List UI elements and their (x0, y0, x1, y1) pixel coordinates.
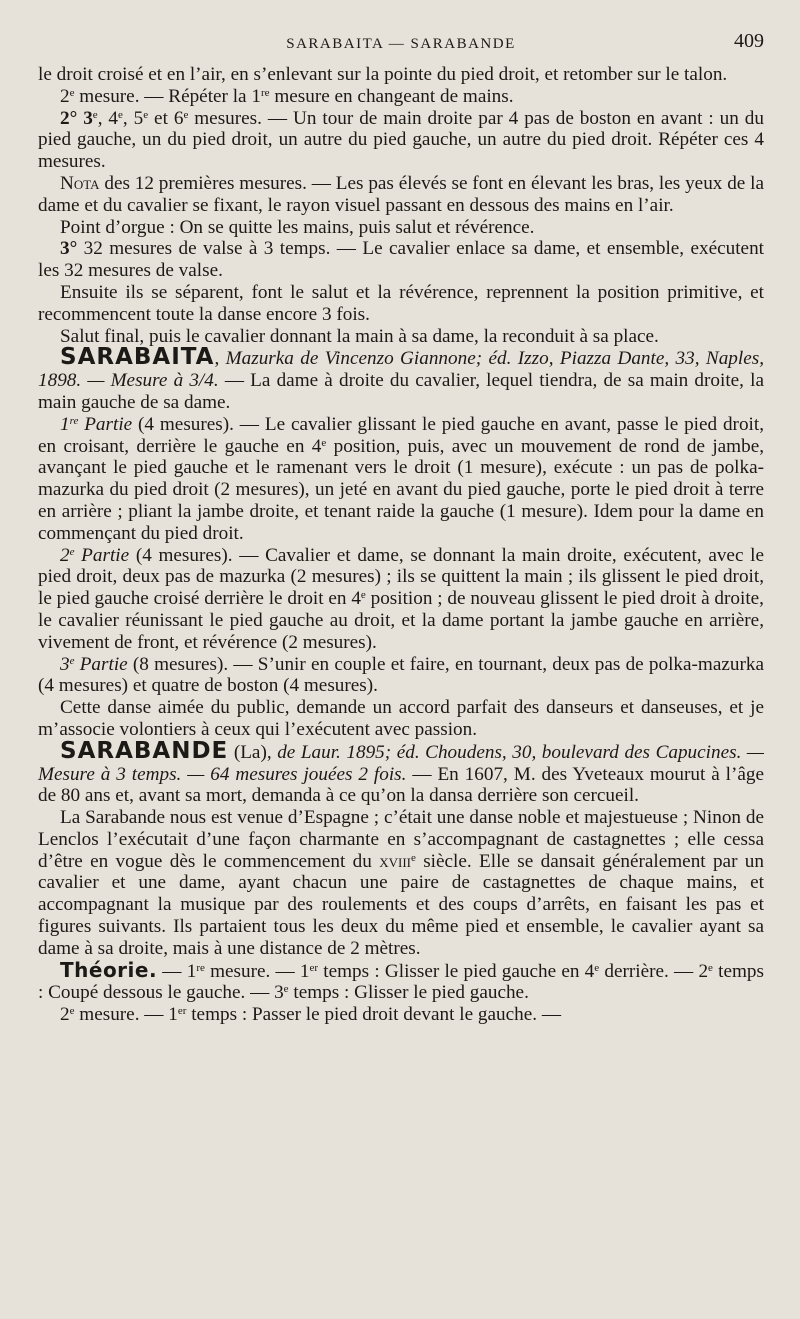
paragraph (38, 282, 764, 326)
paragraph (38, 654, 764, 698)
superscript: e (360, 589, 366, 602)
superscript: e (69, 86, 75, 99)
text-run: mesure. — 1 (204, 960, 310, 982)
paragraph (38, 108, 764, 173)
text-run: temps : Passer le pied droit devant le gauche. — (186, 1004, 562, 1026)
text-run: temps : Coupé dessous le gauche. — 3 (38, 960, 764, 1004)
text-run: Partie (74, 544, 130, 566)
superscript: e (183, 108, 189, 121)
superscript: e (69, 545, 75, 558)
text-run: mesure. — Répéter la 1 (74, 85, 261, 107)
text-run: de Laur. 1895; éd. Choudens, 30, boulevard des Capucines. — Mesure à 3 temps. — 64 mesures jouées 2 fois. (38, 741, 764, 785)
text-run: siècle. Elle se dansait généralement par un cavalier et une dame, ayant chacun une paire de castagnettes de chaque mains, et accompagnant la musique par des roulements et des coups d’arrêts, en faisant les pas et figures suivants. Ils partaient tous les deux du même pied et ensemble, le cavalier ayant sa dame à sa droite, mais à une distance de 2 mètres. (38, 850, 764, 959)
superscript: e (283, 983, 289, 996)
paragraph (38, 238, 764, 282)
paragraph (38, 957, 764, 1005)
text-run: xviii (379, 850, 411, 872)
paragraph (38, 86, 764, 108)
text-run: — La dame à droite du cavalier, lequel tiendra, de sa main droite, la main gauche de sa dame. (38, 370, 764, 413)
text-run: mesure. — 1 (74, 1004, 178, 1026)
text-run: Salut final, puis le cavalier donnant la main à sa dame, la reconduit à sa place. (60, 325, 659, 347)
superscript: e (69, 654, 75, 667)
text-run: — 1 (157, 960, 197, 982)
superscript: e (69, 1005, 75, 1018)
text-run: Point d’orgue : On se quitte les mains, puis salut et révérence. (60, 216, 535, 238)
text-run: , 5 (122, 107, 144, 129)
text-run: 2 (60, 544, 70, 566)
paragraph (38, 217, 764, 239)
text-run: le droit croisé et en l’air, en s’enlevant sur la pointe du pied droit, et retomber sur le talon. (38, 64, 728, 85)
text-run: La Sarabande nous est venue d’Espagne ; c’était une danse noble et majestueuse ; Ninon de Lenclos l’exécutait d’une façon charmante en s’accompagnant de castagnettes ; elle cessa d’être en vogue dès le commencement du (38, 807, 764, 872)
paragraph (38, 545, 764, 654)
text-run: position ; de nouveau glissent le pied droit à droite, le cavalier réunissant le pied gauche au droit, et la dame portant la jambe gauche en arrière, vivement de front, et révérence (2 mesures). (38, 588, 764, 653)
superscript: re (69, 414, 79, 427)
paragraph (38, 173, 764, 217)
text-run: position, puis, avec un mouvement de rond de jambe, avançant le pied gauche et le ramenant vers le droit (1 mesure), exécute : un pas de polka-mazurka du pied droit (2 mesures), un jeté en avant du pied gauche, porte le pied droit à terre en arrière ; pliant la jambe droite, et tenant raide la gauche (1 mesure). Idem pour la dame en commençant du pied droit. (38, 435, 765, 544)
text-run: 32 mesures de valse à 3 temps. — Le cavalier enlace sa dame, et ensemble, exécutent les 32 mesures de valse. (38, 238, 764, 282)
text-run: mesure en changeant de mains. (269, 85, 514, 107)
text-run: mesures. — Un tour de main droite par 4 pas de boston en avant : un du pied gauche, un du pied droit, un autre du pied gauche, un autre du pied droit. Répéter ces 4 mesures. (38, 107, 764, 173)
paragraph (38, 697, 764, 741)
text-run: 3° (60, 238, 78, 260)
entry-heading: SARABAITA (60, 344, 215, 371)
text-run: 2 (60, 1004, 70, 1026)
entry-heading: Théorie. (60, 957, 158, 982)
paragraph (38, 737, 764, 807)
page-header (38, 30, 764, 64)
text-run: Cette danse aimée du public, demande un accord parfait des danseurs et danseuses, et je m’associe volontiers à ceux qui l’exécutent avec passion. (38, 697, 764, 740)
superscript: e (92, 108, 98, 121)
text-run: Mazurka de Vincenzo Giannone; éd. Izzo, Piazza Dante, 33, Naples, 1898. — Mesure à 3/4. (38, 348, 765, 392)
superscript: er (177, 1005, 187, 1018)
text-run: 2 (60, 85, 70, 107)
text-run: 2° 3 (60, 107, 93, 129)
paragraph (38, 344, 765, 413)
paragraph (38, 414, 764, 545)
superscript: e (118, 108, 123, 121)
text-run: 3 (60, 653, 70, 675)
text-run: Partie (78, 413, 133, 435)
text-run: derrière. — 2 (599, 960, 709, 982)
text-run: 1 (60, 413, 70, 435)
superscript: er (309, 961, 319, 974)
running-title: SARABAITA — SARABANDE (286, 36, 516, 52)
superscript: e (708, 961, 713, 974)
paragraph (38, 807, 764, 960)
text-run: , 4 (97, 107, 119, 129)
superscript: re (260, 86, 270, 99)
text-run: (4 mesures). — Cavalier et dame, se donnant la main droite, exécutent, avec le pied droit, deux pas de mazurka (2 mesures) ; ils se quittent la main ; ils glissent le pied droit, le pied gauche croisé derrière le droit en 4 (38, 544, 765, 610)
paragraph (38, 64, 764, 86)
text-run: (La), (228, 741, 278, 763)
text-run: des 12 premières mesures. — Les pas élevés se font en élevant les bras, les yeux de la dame et du cavalier se fixant, le rayon visuel passant en dessous des mains en l’air. (38, 172, 764, 216)
entry-heading: SARABANDE (60, 737, 229, 764)
text-run: , (214, 348, 226, 370)
paragraph (38, 1004, 764, 1026)
text-run: (8 mesures). — S’unir en couple et faire, en tournant, deux pas de polka-mazurka (4 mesures) et quatre de boston (4 mesures). (38, 653, 764, 697)
text-run: Nota (60, 172, 100, 194)
text-run: temps : Glisser le pied gauche. (288, 982, 529, 1004)
text-run: et 6 (148, 107, 184, 129)
text-run: (4 mesures). — Le cavalier glissant le pied gauche en avant, passe le pied droit, en croisant, derrière le gauche en 4 (38, 413, 764, 457)
body-text (38, 64, 764, 1026)
superscript: re (196, 961, 205, 974)
superscript: e (143, 108, 149, 121)
text-run: Partie (74, 653, 128, 675)
text-run: temps : Glisser le pied gauche en 4 (318, 960, 595, 982)
page-number: 409 (734, 30, 764, 52)
superscript: e (410, 851, 416, 864)
text-run: Ensuite ils se séparent, font le salut et la révérence, reprennent la position primitive, et recommencent toute la danse encore 3 fois. (38, 281, 764, 325)
text-run: — En 1607, M. des Yveteaux mourut à l’âge de 80 ans et, avant sa mort, demanda à ce qu’on la dansa derrière son cercueil. (38, 763, 764, 807)
superscript: e (321, 436, 327, 449)
superscript: e (594, 961, 600, 974)
